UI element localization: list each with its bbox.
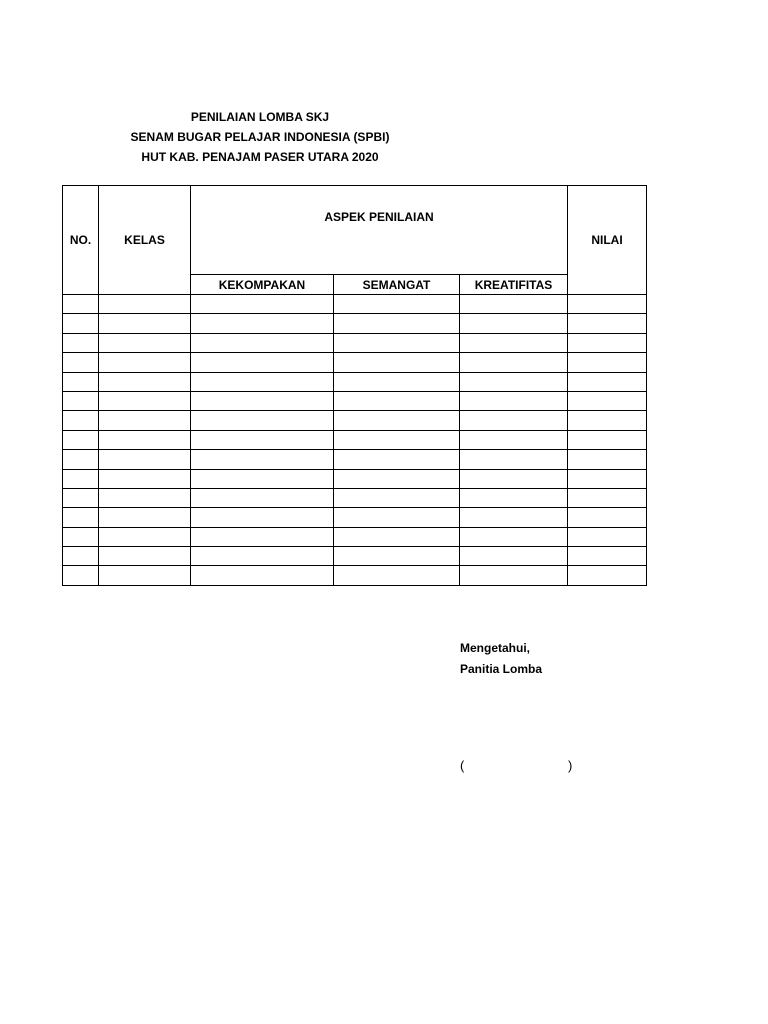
- table-cell: [460, 353, 568, 372]
- table-cell: [568, 391, 647, 410]
- table-row: [63, 508, 647, 527]
- table-cell: [63, 353, 99, 372]
- table-cell: [191, 566, 334, 585]
- table-row: [63, 353, 647, 372]
- table-cell: [191, 488, 334, 507]
- table-cell: [99, 391, 191, 410]
- table-cell: [568, 488, 647, 507]
- table-cell: [568, 353, 647, 372]
- table-row: [63, 391, 647, 410]
- table-cell: [99, 527, 191, 546]
- table-cell: [568, 295, 647, 314]
- table-cell: [334, 450, 460, 469]
- subheader-semangat: SEMANGAT: [334, 275, 460, 295]
- table-cell: [191, 430, 334, 449]
- table-cell: [460, 469, 568, 488]
- table-cell: [99, 547, 191, 566]
- table-cell: [568, 566, 647, 585]
- table-cell: [568, 450, 647, 469]
- table-cell: [334, 430, 460, 449]
- table-cell: [460, 391, 568, 410]
- document-event: HUT KAB. PENAJAM PASER UTARA 2020: [141, 150, 379, 164]
- table-cell: [334, 508, 460, 527]
- table-cell: [63, 527, 99, 546]
- subheader-kekompakan: KEKOMPAKAN: [191, 275, 334, 295]
- table-cell: [568, 508, 647, 527]
- table-cell: [99, 353, 191, 372]
- table-cell: [460, 508, 568, 527]
- table-cell: [99, 566, 191, 585]
- table-cell: [63, 391, 99, 410]
- table-cell: [63, 372, 99, 391]
- table-cell: [191, 333, 334, 352]
- table-cell: [334, 411, 460, 430]
- table-cell: [99, 450, 191, 469]
- table-cell: [63, 295, 99, 314]
- table-row: [63, 295, 647, 314]
- table-cell: [191, 314, 334, 333]
- table-cell: [191, 372, 334, 391]
- signature-committee: Panitia Lomba: [460, 662, 543, 676]
- table-cell: [334, 295, 460, 314]
- table-cell: [63, 333, 99, 352]
- table-cell: [334, 391, 460, 410]
- table-cell: [568, 527, 647, 546]
- table-cell: [191, 527, 334, 546]
- table-cell: [568, 430, 647, 449]
- table-row: [63, 566, 647, 585]
- table-cell: [191, 295, 334, 314]
- table-row: [63, 430, 647, 449]
- table-cell: [63, 547, 99, 566]
- score-table-body: [63, 295, 647, 586]
- column-header-kelas: KELAS: [99, 186, 191, 295]
- table-cell: [460, 372, 568, 391]
- table-row: [63, 469, 647, 488]
- table-cell: [334, 547, 460, 566]
- table-row: [63, 488, 647, 507]
- table-cell: [568, 547, 647, 566]
- table-cell: [99, 469, 191, 488]
- table-cell: [568, 372, 647, 391]
- table-cell: [460, 450, 568, 469]
- document-subtitle: SENAM BUGAR PELAJAR INDONESIA (SPBI): [130, 130, 390, 144]
- table-row: [63, 372, 647, 391]
- column-header-aspek-penilaian: ASPEK PENILAIAN: [191, 186, 568, 275]
- signature-close-paren: ): [568, 758, 573, 773]
- table-cell: [460, 411, 568, 430]
- table-cell: [191, 391, 334, 410]
- table-row: [63, 411, 647, 430]
- table-cell: [63, 488, 99, 507]
- table-cell: [63, 314, 99, 333]
- table-cell: [63, 430, 99, 449]
- table-cell: [191, 508, 334, 527]
- table-cell: [191, 450, 334, 469]
- subheader-kreatifitas: KREATIFITAS: [460, 275, 568, 295]
- table-cell: [460, 488, 568, 507]
- table-cell: [460, 430, 568, 449]
- table-row: [63, 314, 647, 333]
- table-cell: [99, 508, 191, 527]
- table-cell: [460, 314, 568, 333]
- table-cell: [191, 411, 334, 430]
- table-cell: [99, 411, 191, 430]
- table-cell: [460, 547, 568, 566]
- table-cell: [99, 488, 191, 507]
- table-cell: [63, 450, 99, 469]
- table-row: [63, 527, 647, 546]
- table-row: [63, 333, 647, 352]
- table-cell: [334, 353, 460, 372]
- table-cell: [334, 488, 460, 507]
- table-cell: [460, 295, 568, 314]
- table-cell: [63, 411, 99, 430]
- table-cell: [334, 469, 460, 488]
- table-cell: [99, 430, 191, 449]
- table-cell: [334, 527, 460, 546]
- table-row: [63, 450, 647, 469]
- column-header-no: NO.: [63, 186, 99, 295]
- table-row: [63, 547, 647, 566]
- table-cell: [191, 353, 334, 372]
- table-cell: [568, 411, 647, 430]
- table-cell: [334, 372, 460, 391]
- document-title: PENILAIAN LOMBA SKJ: [190, 110, 330, 124]
- signature-open-paren: (: [460, 758, 465, 773]
- table-cell: [63, 469, 99, 488]
- column-header-nilai: NILAI: [568, 186, 647, 295]
- table-cell: [63, 566, 99, 585]
- table-cell: [568, 333, 647, 352]
- table-cell: [334, 314, 460, 333]
- table-cell: [99, 295, 191, 314]
- table-cell: [568, 469, 647, 488]
- table-cell: [63, 508, 99, 527]
- table-cell: [460, 333, 568, 352]
- table-cell: [191, 547, 334, 566]
- table-cell: [99, 372, 191, 391]
- table-cell: [99, 333, 191, 352]
- signature-acknowledged: Mengetahui,: [460, 641, 531, 655]
- table-cell: [334, 566, 460, 585]
- table-cell: [568, 314, 647, 333]
- table-cell: [99, 314, 191, 333]
- table-cell: [334, 333, 460, 352]
- table-cell: [191, 469, 334, 488]
- score-table: [62, 185, 647, 586]
- table-cell: [460, 527, 568, 546]
- table-cell: [460, 566, 568, 585]
